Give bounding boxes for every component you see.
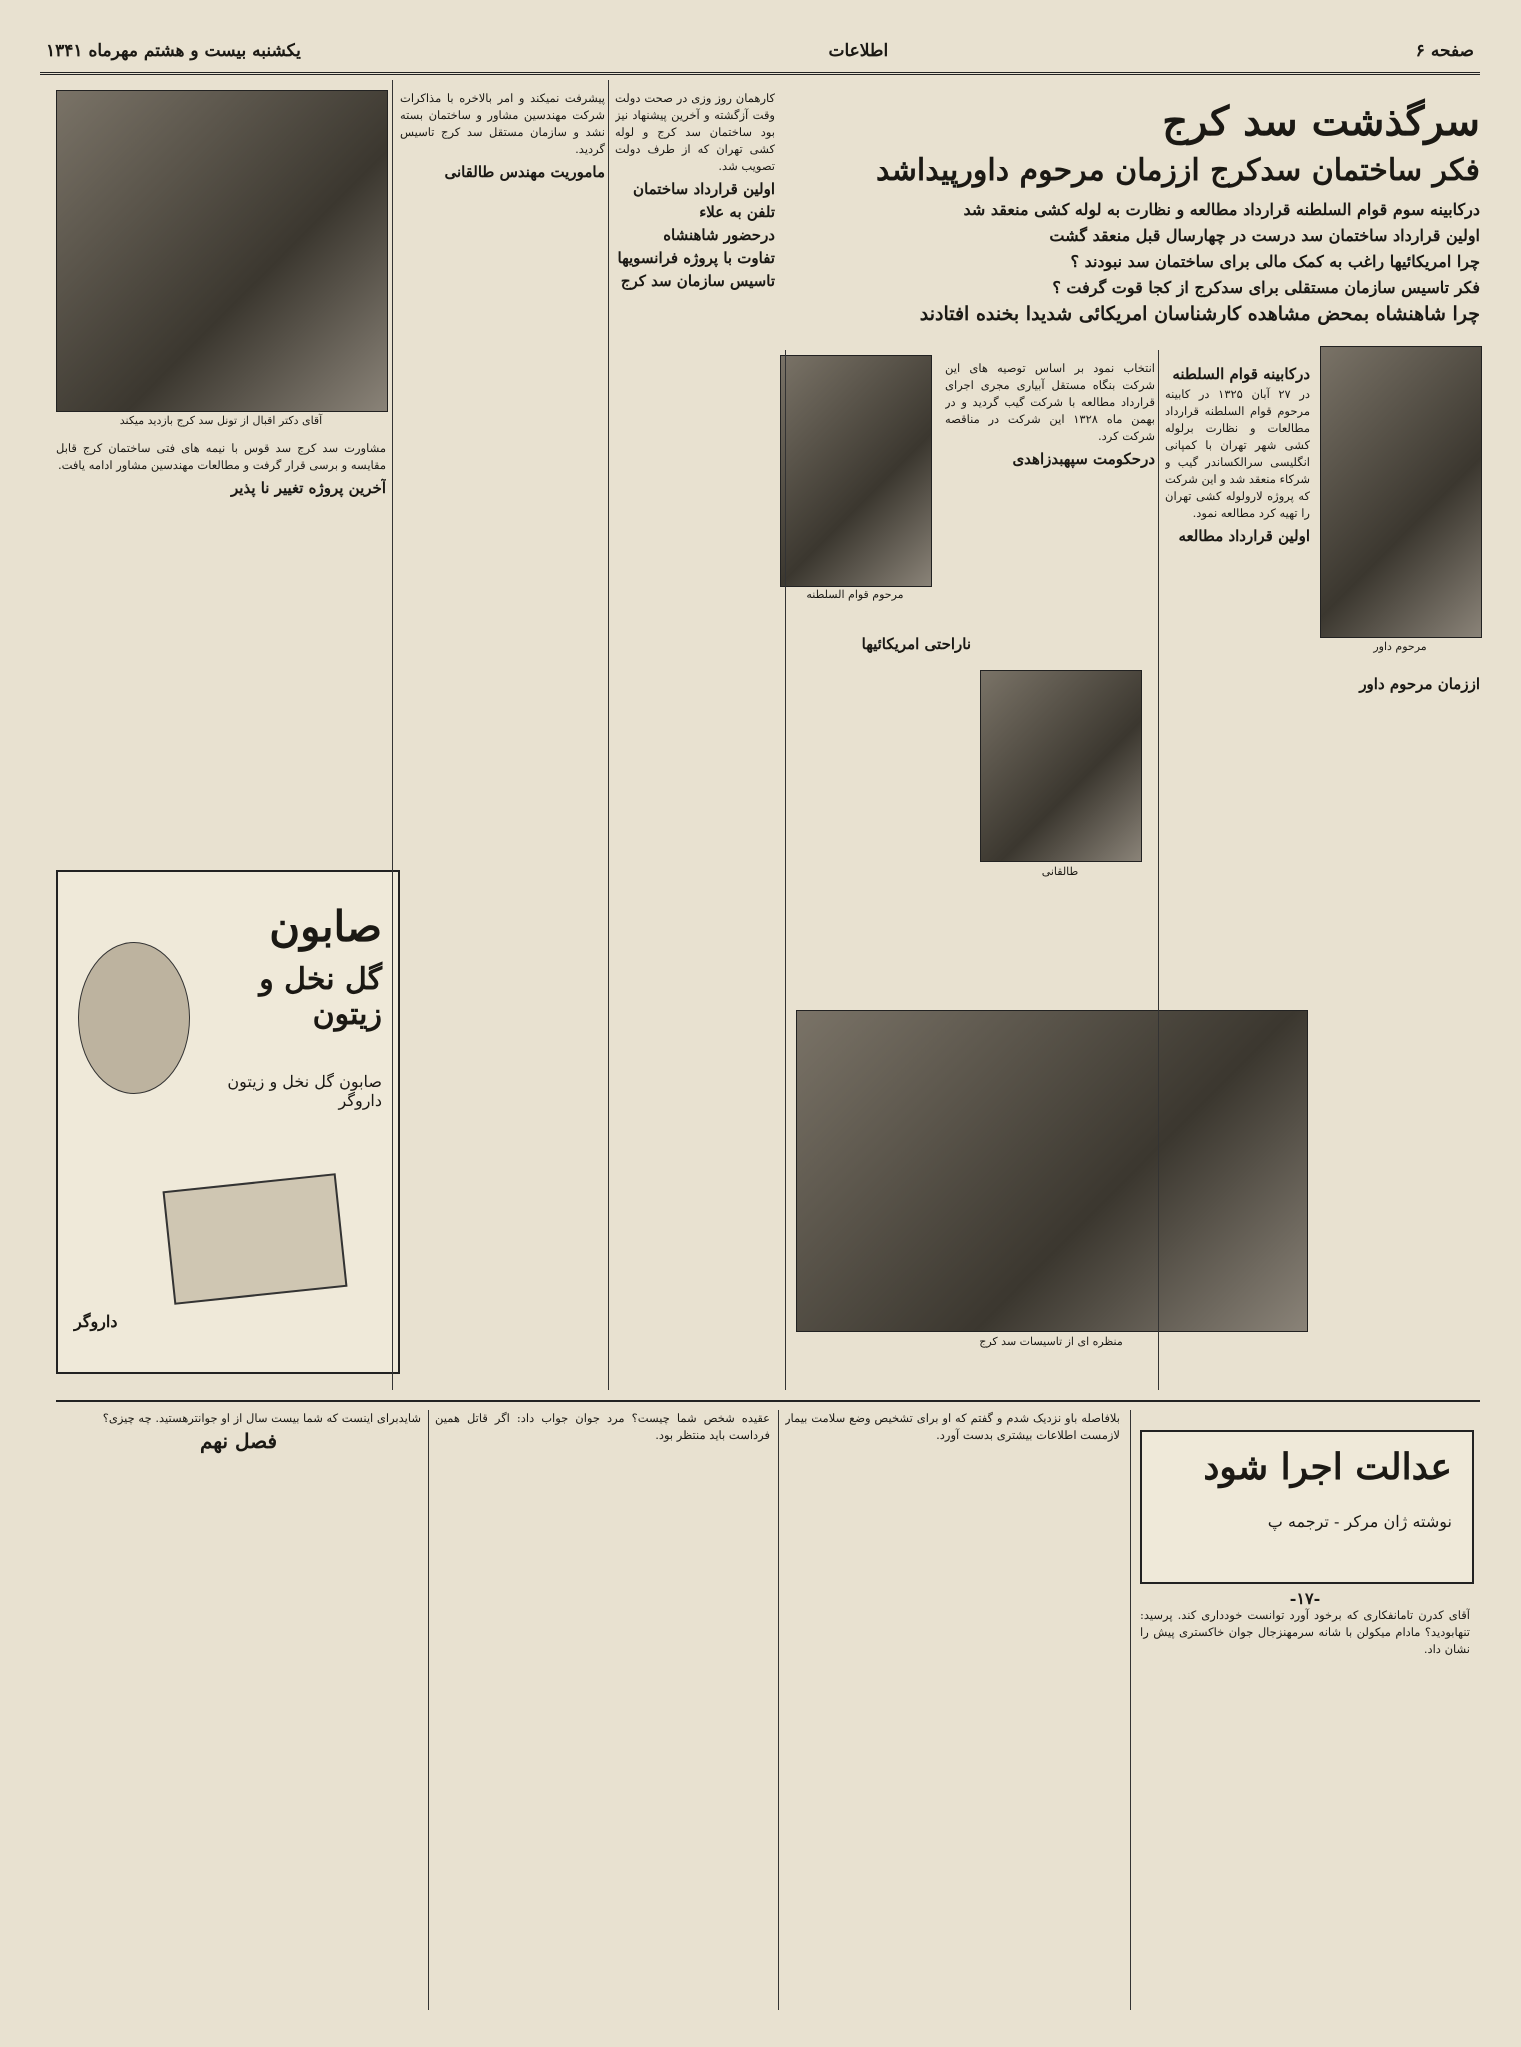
article-column-2 bbox=[945, 360, 1155, 660]
serial-body-4: شایدبرای اینست که شما بیست سال از او جوانترهستید. چه چیزی؟ bbox=[102, 1411, 421, 1425]
subheadline-3: چرا امریکائیها راغب به کمک مالی برای ساختمان سد نبودند ؟ bbox=[1070, 252, 1480, 271]
subheadline-1: درکابینه سوم قوام السلطنه قرارداد مطالعه و نظارت به لوله کشی منعقد شد bbox=[963, 200, 1480, 219]
section-head-organization: تاسیس سازمان سد کرج bbox=[620, 272, 775, 290]
article-column-3 bbox=[796, 630, 971, 1000]
column-rule bbox=[428, 1410, 429, 2010]
column-rule bbox=[1158, 350, 1159, 1390]
column-rule bbox=[392, 80, 393, 1390]
soap-advertisement bbox=[56, 870, 400, 1374]
date-line: یکشنبه بیست و هشتم مهرماه ۱۳۴۱ bbox=[46, 41, 301, 61]
section-head-taleghani: ماموریت مهندس طالقانی bbox=[444, 163, 605, 181]
column-rule bbox=[608, 80, 609, 1390]
section-head-qavam: درکابینه قوام السلطنه bbox=[1172, 365, 1310, 383]
serial-title: عدالت اجرا شود bbox=[1203, 1446, 1452, 1488]
taleghani-portrait bbox=[980, 670, 1142, 862]
chapter-title: فصل نهم bbox=[199, 1429, 278, 1453]
section-head-change: آخرین پروژه تغییر نا پذیر bbox=[231, 479, 386, 497]
serial-author: نوشته ژان مرکر - ترجمه پ bbox=[1267, 1512, 1452, 1531]
column-3-body: کارهمان روز وزی در صحت دولت وقت آزگشته و آخرین پیشنهاد نیز بود ساختمان سد کرج و لوله کشی تهران که از طرف دولت تصویب شد. bbox=[615, 91, 775, 173]
serial-column-2 bbox=[785, 1410, 1120, 2010]
tunnel-photo-caption: آقای دکتر اقبال از تونل سد کرج بازدید میکند bbox=[119, 414, 323, 427]
construction-caption: منظره ای از تاسیسات سد کرج bbox=[979, 1335, 1123, 1348]
subheadline-2: اولین قرارداد ساختمان سد درست در چهارسال قبل منعقد گشت bbox=[1049, 226, 1480, 245]
soap-bar-illustration bbox=[163, 1173, 348, 1305]
column-2-body: انتخاب نمود بر اساس توصیه های این شرکت بنگاه مستقل آبیاری مجری اجرای قرارداد مطالعه با شرکت گیب گردید و در بهمن ماه ۱۳۲۸ این شرکت در مناقصه شرکت کرد. bbox=[945, 361, 1155, 443]
section-head-first-contract: اولین قرارداد ساختمان bbox=[633, 180, 775, 198]
paper-name: اطلاعات bbox=[828, 41, 889, 61]
ad-title: صابون bbox=[269, 902, 382, 951]
section-head-french: تفاوت با پروژه فرانسویها bbox=[617, 249, 775, 267]
headline-block bbox=[780, 98, 1480, 328]
column-rule bbox=[1130, 1410, 1131, 2010]
ad-product: گل نخل و زیتون bbox=[259, 962, 382, 1032]
article-column-5 bbox=[400, 90, 605, 1370]
subheadline-5: چرا شاهنشاه بمحض مشاهده کارشناسان امریکائی شدیدا بخنده افتادند bbox=[919, 303, 1480, 325]
article-column-1b bbox=[1165, 670, 1480, 1370]
serial-number: -۱۷- bbox=[1289, 1590, 1321, 1608]
taleghani-caption: طالقانی bbox=[1041, 865, 1079, 878]
article-column-4 bbox=[615, 90, 775, 1370]
davar-portrait bbox=[1320, 346, 1482, 638]
section-head-americans: ناراحتی امریکائیها bbox=[861, 635, 971, 653]
column-5-body: مشاورت سد کرج سد قوس با نیمه های فتی ساختمان کرج قابل مقایسه و برسی قرار گرفت و مطالعات مهندسین مشاور ادامه یافت. bbox=[56, 441, 386, 472]
ad-slogan: صابون گل نخل و زیتون داروگر bbox=[227, 1072, 382, 1110]
section-head-sepahbodi: درحکومت سپهبدزاهدی bbox=[1012, 450, 1155, 468]
newspaper-page bbox=[40, 30, 1480, 2020]
masthead bbox=[40, 30, 1480, 75]
column-rule bbox=[785, 350, 786, 1390]
main-headline: فکر ساختمان سدکرج اززمان مرحوم داورپیداشد bbox=[876, 153, 1480, 188]
serial-column-3 bbox=[435, 1410, 770, 2010]
serial-body-2: بلافاصله باو نزدیک شدم و گفتم که او برای تشخیص وضع سلامت بیمار لازمست اطلاعات بیشتری بدست آورد. bbox=[785, 1411, 1120, 1442]
serial-column-4 bbox=[56, 1410, 421, 2010]
column-1-body: در ۲۷ آبان ۱۳۲۵ در کابینه مرحوم قوام السلطنه قرارداد مطالعات و نظارت برلوله کشی شهر تهران با کمپانی انگلیسی سرالکساندر گیب و شرکاء منعقد شد و این شرکت که پروژه لارولوله کشی تهران را تهیه کرد مطالعه نمود. bbox=[1165, 387, 1310, 520]
serial-body-3: عقیده شخص شما چیست؟ مرد جوان جواب داد: اگر قاتل همین فرداست باید منتظر بود. bbox=[435, 1411, 770, 1442]
section-head-phone: تلفن به علاء bbox=[699, 203, 775, 221]
davar-caption: مرحوم داور bbox=[1373, 640, 1427, 653]
ad-brand: داروگر bbox=[74, 1312, 118, 1331]
serial-column-1 bbox=[1140, 1590, 1470, 2010]
serial-title-box bbox=[1140, 1430, 1474, 1584]
subheadline-4: فکر تاسیس سازمان مستقلی برای سدکرج از کجا قوت گرفت ؟ bbox=[1052, 278, 1480, 297]
section-divider bbox=[56, 1400, 1480, 1402]
qavam-portrait bbox=[780, 355, 932, 587]
column-4-body: پیشرفت نمیکند و امر بالاخره با مذاکرات شرکت مهندسین مشاور و ساختمان بسته نشد و سازمان مستقل سد کرج تاسیس گردید. bbox=[400, 91, 605, 156]
kicker-headline: سرگذشت سد کرج bbox=[1162, 98, 1480, 145]
woman-illustration bbox=[78, 942, 190, 1094]
section-head-first-study: اولین قرارداد مطالعه bbox=[1178, 527, 1310, 545]
section-head-davar: اززمان مرحوم داور bbox=[1359, 675, 1480, 693]
column-rule bbox=[778, 1410, 779, 2010]
section-head-presence: درحضور شاهنشاه bbox=[663, 226, 775, 244]
tunnel-photo bbox=[56, 90, 388, 412]
page-number: صفحه ۶ bbox=[1415, 41, 1474, 61]
serial-body-1: آقای کدرن تامانفکاری که برخود آورد توانست خودداری کند. پرسید: تنهابودید؟ مادام میکولن با شانه سرمهنزجال جوان خاکستری پیش را نشان داد. bbox=[1140, 1608, 1470, 1656]
qavam-caption: مرحوم قوام السلطنه bbox=[806, 588, 904, 601]
article-column-6 bbox=[56, 440, 386, 860]
